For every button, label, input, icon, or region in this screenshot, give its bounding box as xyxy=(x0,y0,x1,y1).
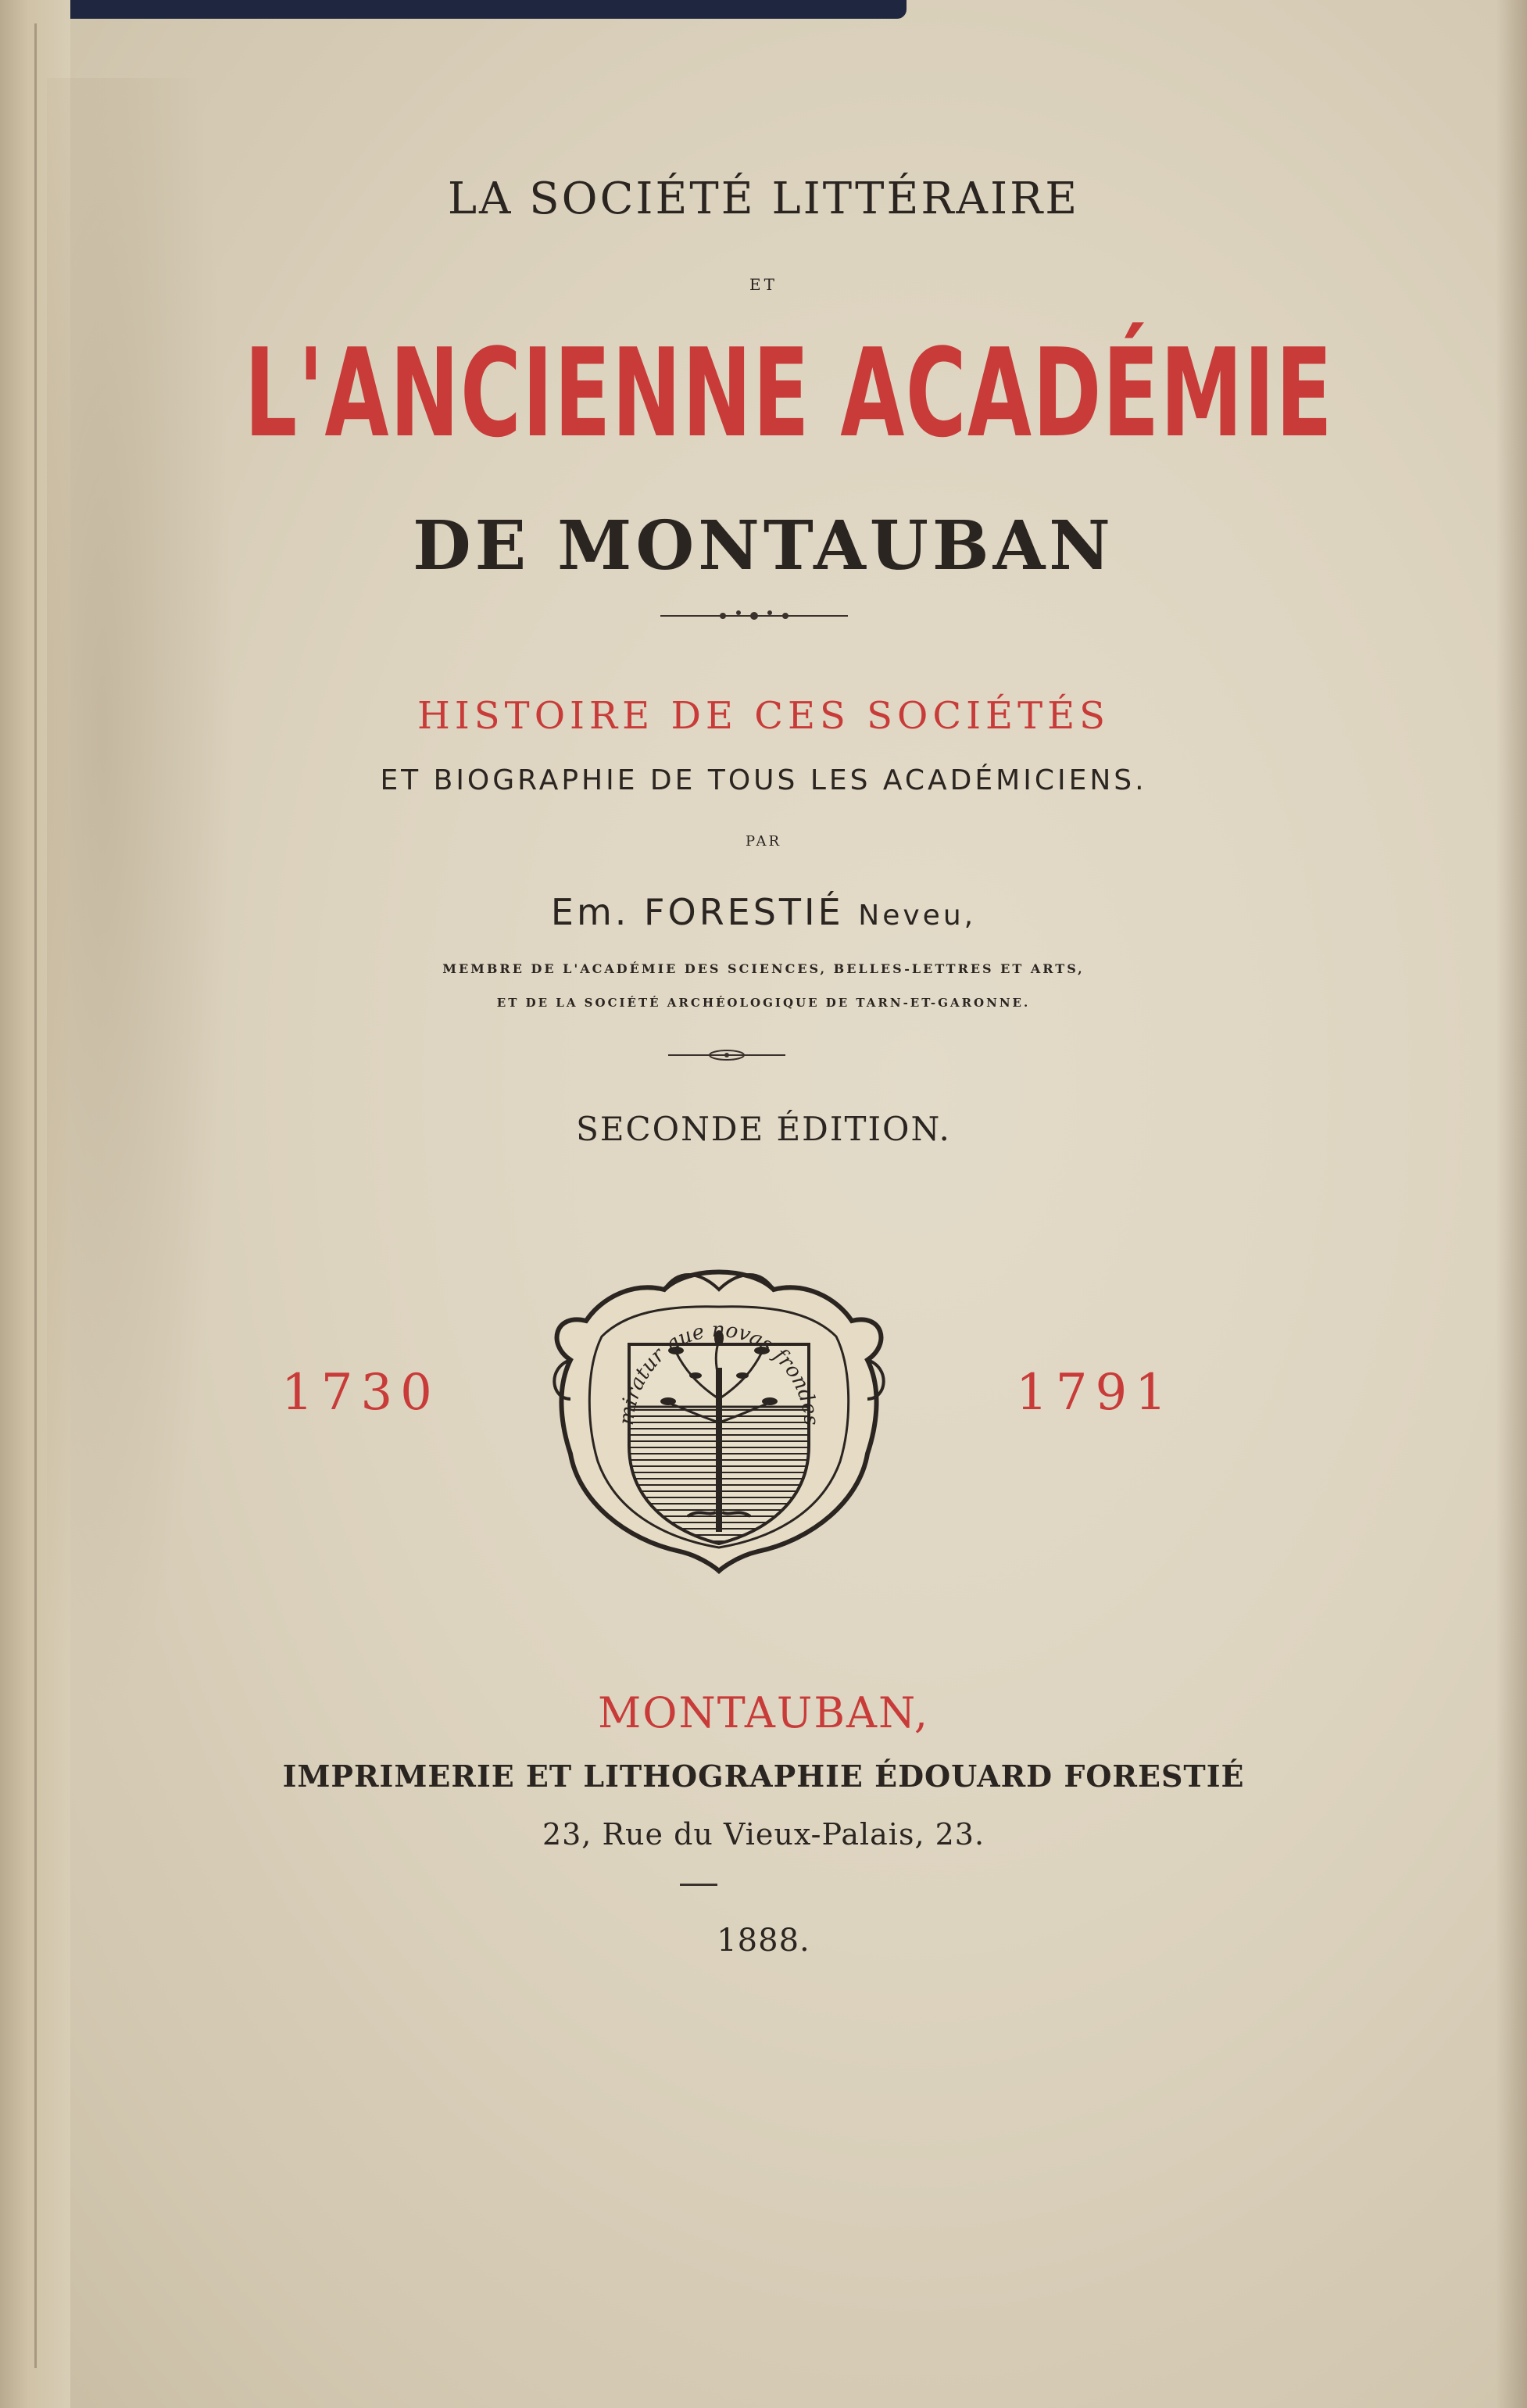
main-title: L'ANCIENNE ACADÉMIE xyxy=(244,322,1334,464)
biography-line: ET BIOGRAPHIE DE TOUS LES ACADÉMICIENS. xyxy=(380,764,1147,796)
academy-emblem xyxy=(539,1251,899,1579)
imprint-address: 23, Rue du Vieux-Palais, 23. xyxy=(542,1817,985,1852)
conjunction-et: ET xyxy=(749,275,778,294)
emblem-motto: miratur que novas frondes xyxy=(614,1318,823,1427)
book-cover-edge xyxy=(47,0,907,19)
imprint-city: MONTAUBAN, xyxy=(597,1688,930,1737)
page-right-edge xyxy=(1496,0,1527,2408)
gutter-fold xyxy=(34,23,37,2368)
publication-year: 1888. xyxy=(717,1923,810,1959)
ornament-divider-bottom xyxy=(0,1039,1527,1071)
membership-line-1: MEMBRE DE L'ACADÉMIE DES SCIENCES, BELLES-LETTRES ET ARTS, xyxy=(442,961,1085,976)
history-line: HISTOIRE DE CES SOCIÉTÉS xyxy=(417,694,1110,738)
author-name: FORESTIÉ xyxy=(644,891,844,933)
edition-label: SECONDE ÉDITION. xyxy=(576,1110,951,1148)
author-prefix: Em. xyxy=(550,891,630,933)
year-right: 1791 xyxy=(1016,1364,1175,1422)
author-suffix: Neveu, xyxy=(858,900,977,932)
title-top-line: LA SOCIÉTÉ LITTÉRAIRE xyxy=(447,174,1080,224)
imprint-rule xyxy=(680,1884,717,1886)
subtitle: DE MONTAUBAN xyxy=(413,506,1114,585)
membership-line-2: ET DE LA SOCIÉTÉ ARCHÉOLOGIQUE DE TARN-ET-GARONNE. xyxy=(496,996,1031,1010)
ornament-divider-top xyxy=(0,600,1527,632)
year-left: 1730 xyxy=(281,1364,440,1422)
by-label: PAR xyxy=(745,833,781,850)
imprint-printer: IMPRIMERIE ET LITHOGRAPHIE ÉDOUARD FORESTIÉ xyxy=(282,1759,1245,1794)
author-line xyxy=(0,891,1527,933)
